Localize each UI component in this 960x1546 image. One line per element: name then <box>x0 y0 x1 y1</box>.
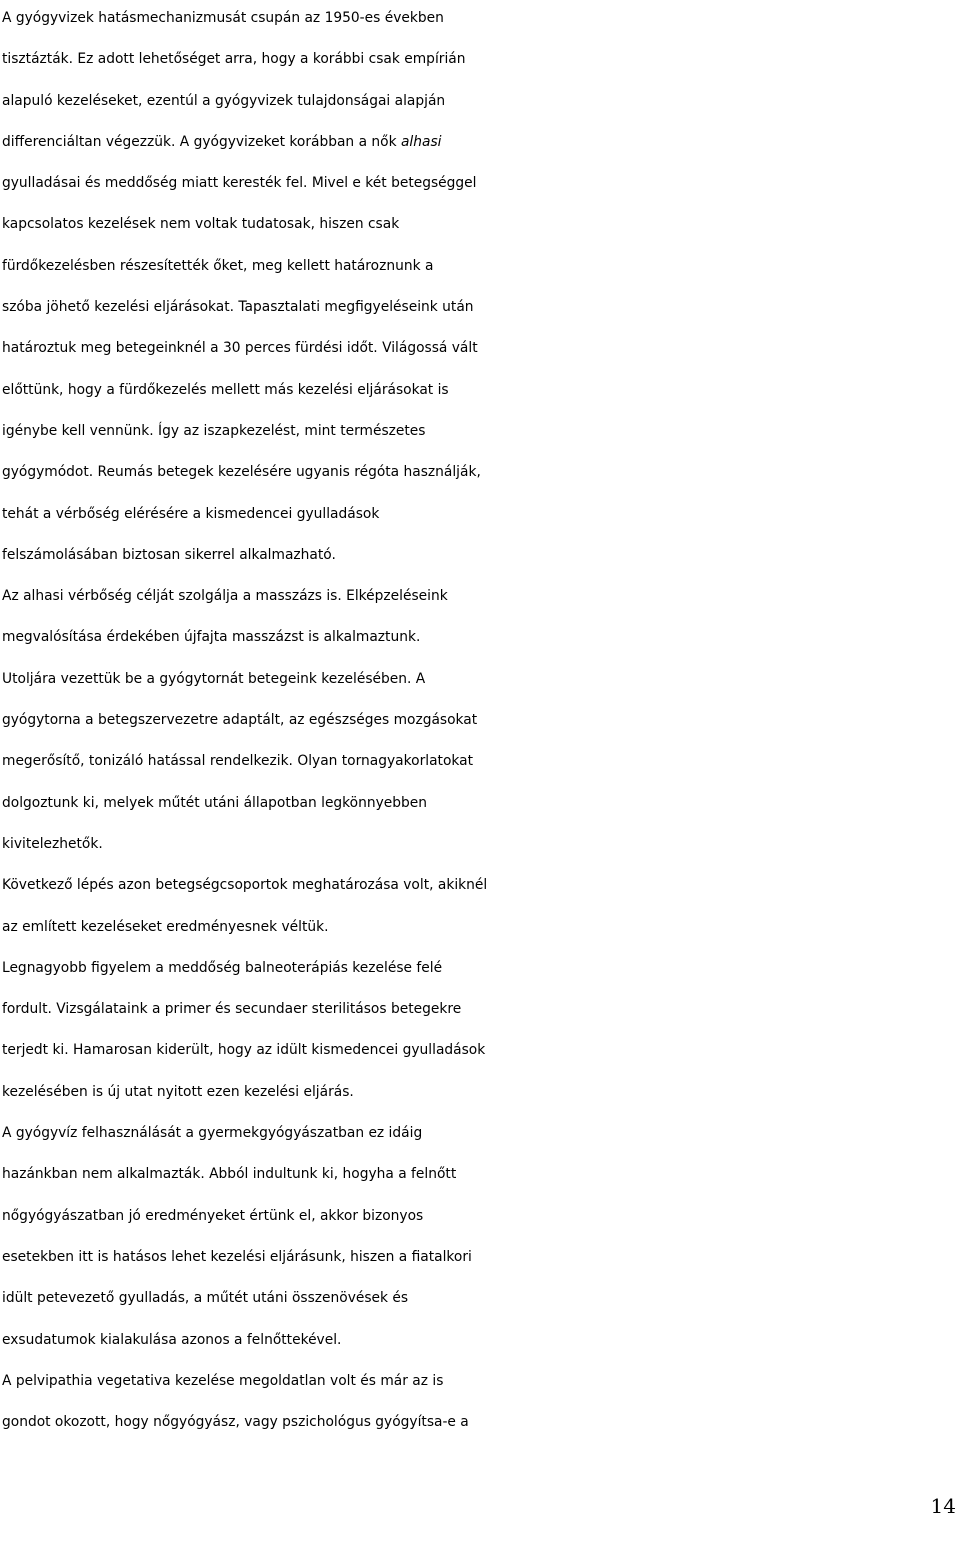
text-line-content: felszámolásában biztosan sikerrel alkalmazható. <box>2 546 336 563</box>
text-line-content: szóba jöhető kezelési eljárásokat. Tapasztalati megfigyeléseink után <box>2 299 474 316</box>
text-line <box>2 617 960 658</box>
text-line-content: Az alhasi vérbőség célját szolgálja a masszázs is. Elképzeléseink <box>2 588 448 605</box>
text-line-content: dolgoztunk ki, melyek műtét utáni állapotban legkönnyebben <box>2 794 428 811</box>
text-line <box>2 700 960 741</box>
text-line-content: A gyógyvíz felhasználását a gyermekgyógyászatban ez idáig <box>2 1125 423 1142</box>
text-line <box>2 163 960 204</box>
text-line <box>2 39 960 80</box>
text-line <box>2 948 960 989</box>
text-line <box>2 0 960 39</box>
text-line <box>2 204 960 245</box>
body-text <box>2 0 960 1443</box>
text-line <box>2 659 960 700</box>
text-line-content: Következő lépés azon betegségcsoportok meghatározása volt, akiknél <box>2 877 488 894</box>
text-line-content: tisztázták. Ez adott lehetőséget arra, hogy a korábbi csak empírián <box>2 51 466 68</box>
text-line <box>2 452 960 493</box>
text-line-content: Utoljára vezettük be a gyógytornát betegeink kezelésében. A <box>2 670 426 687</box>
text-line <box>2 1113 960 1154</box>
text-line-content: tehát a vérbőség elérésére a kismedencei gyulladások <box>2 505 380 522</box>
text-line <box>2 824 960 865</box>
text-line <box>2 81 960 122</box>
text-line-content: fürdőkezelésben részesítették őket, meg kellett határoznunk a <box>2 257 434 274</box>
text-line-content: alapuló kezeléseket, ezentúl a gyógyvizek tulajdonságai alapján <box>2 92 446 109</box>
text-line <box>2 246 960 287</box>
text-line-content: terjedt ki. Hamarosan kiderült, hogy az idült kismedencei gyulladások <box>2 1042 486 1059</box>
text-line <box>2 1030 960 1071</box>
text-line-content: differenciáltan végezzük. A gyógyvizeket korábban a nők <box>2 133 401 150</box>
text-line <box>2 741 960 782</box>
text-line-content: nőgyógyászatban jó eredményeket értünk el, akkor bizonyos <box>2 1207 424 1224</box>
text-line-content: exsudatumok kialakulása azonos a felnőttekével. <box>2 1331 342 1348</box>
text-line <box>2 865 960 906</box>
text-line <box>2 1278 960 1319</box>
text-line <box>2 535 960 576</box>
text-line-content: A gyógyvizek hatásmechanizmusát csupán az 1950-es években <box>2 10 444 26</box>
text-line-content: határoztuk meg betegeinknél a 30 perces fürdési időt. Világossá vált <box>2 340 478 357</box>
text-line <box>2 1237 960 1278</box>
text-line-content: hazánkban nem alkalmazták. Abból indultunk ki, hogyha a felnőtt <box>2 1166 457 1183</box>
text-line <box>2 122 960 163</box>
text-line-content: gyógymódot. Reumás betegek kezelésére ugyanis régóta használják, <box>2 464 481 481</box>
page-number: 14 <box>930 1494 956 1518</box>
text-line-content: gondot okozott, hogy nőgyógyász, vagy pszichológus gyógyítsa-e a <box>2 1414 469 1431</box>
text-line <box>2 328 960 369</box>
text-line <box>2 783 960 824</box>
text-line <box>2 411 960 452</box>
text-line-content: az említett kezeléseket eredményesnek véltük. <box>2 918 329 935</box>
text-line-content: gyógytorna a betegszervezetre adaptált, az egészséges mozgásokat <box>2 712 478 729</box>
text-line <box>2 1320 960 1361</box>
italic-word: alhasi <box>400 133 442 150</box>
text-line-content: fordult. Vizsgálataink a primer és secundaer sterilitásos betegekre <box>2 1001 462 1018</box>
text-line <box>2 576 960 617</box>
text-line <box>2 907 960 948</box>
text-line <box>2 1361 960 1402</box>
text-line <box>2 287 960 328</box>
text-line-content: Legnagyobb figyelem a meddőség balneoterápiás kezelése felé <box>2 959 443 976</box>
text-line-content: megerősítő, tonizáló hatással rendelkezik. Olyan tornagyakorlatokat <box>2 753 473 770</box>
text-line-content: kivitelezhetők. <box>2 835 103 852</box>
text-line <box>2 989 960 1030</box>
text-line-content: igénybe kell vennünk. Így az iszapkezelést, mint természetes <box>2 422 426 439</box>
text-line <box>2 1196 960 1237</box>
text-line-content: A pelvipathia vegetativa kezelése megoldatlan volt és már az is <box>2 1372 444 1389</box>
text-line <box>2 494 960 535</box>
text-line-content: esetekben itt is hatásos lehet kezelési eljárásunk, hiszen a fiatalkori <box>2 1248 472 1265</box>
text-line <box>2 1402 960 1443</box>
text-line-content: gyulladásai és meddőség miatt keresték fel. Mivel e két betegséggel <box>2 175 477 192</box>
text-line-content: előttünk, hogy a fürdőkezelés mellett más kezelési eljárásokat is <box>2 381 449 398</box>
text-line-content: megvalósítása érdekében újfajta masszázst is alkalmaztunk. <box>2 629 421 646</box>
text-line-content: kapcsolatos kezelések nem voltak tudatosak, hiszen csak <box>2 216 400 233</box>
text-line <box>2 1072 960 1113</box>
text-line <box>2 370 960 411</box>
text-line <box>2 1154 960 1195</box>
text-line-content: kezelésében is új utat nyitott ezen kezelési eljárás. <box>2 1083 354 1100</box>
text-line-content: idült petevezető gyulladás, a műtét utáni összenövések és <box>2 1290 409 1307</box>
